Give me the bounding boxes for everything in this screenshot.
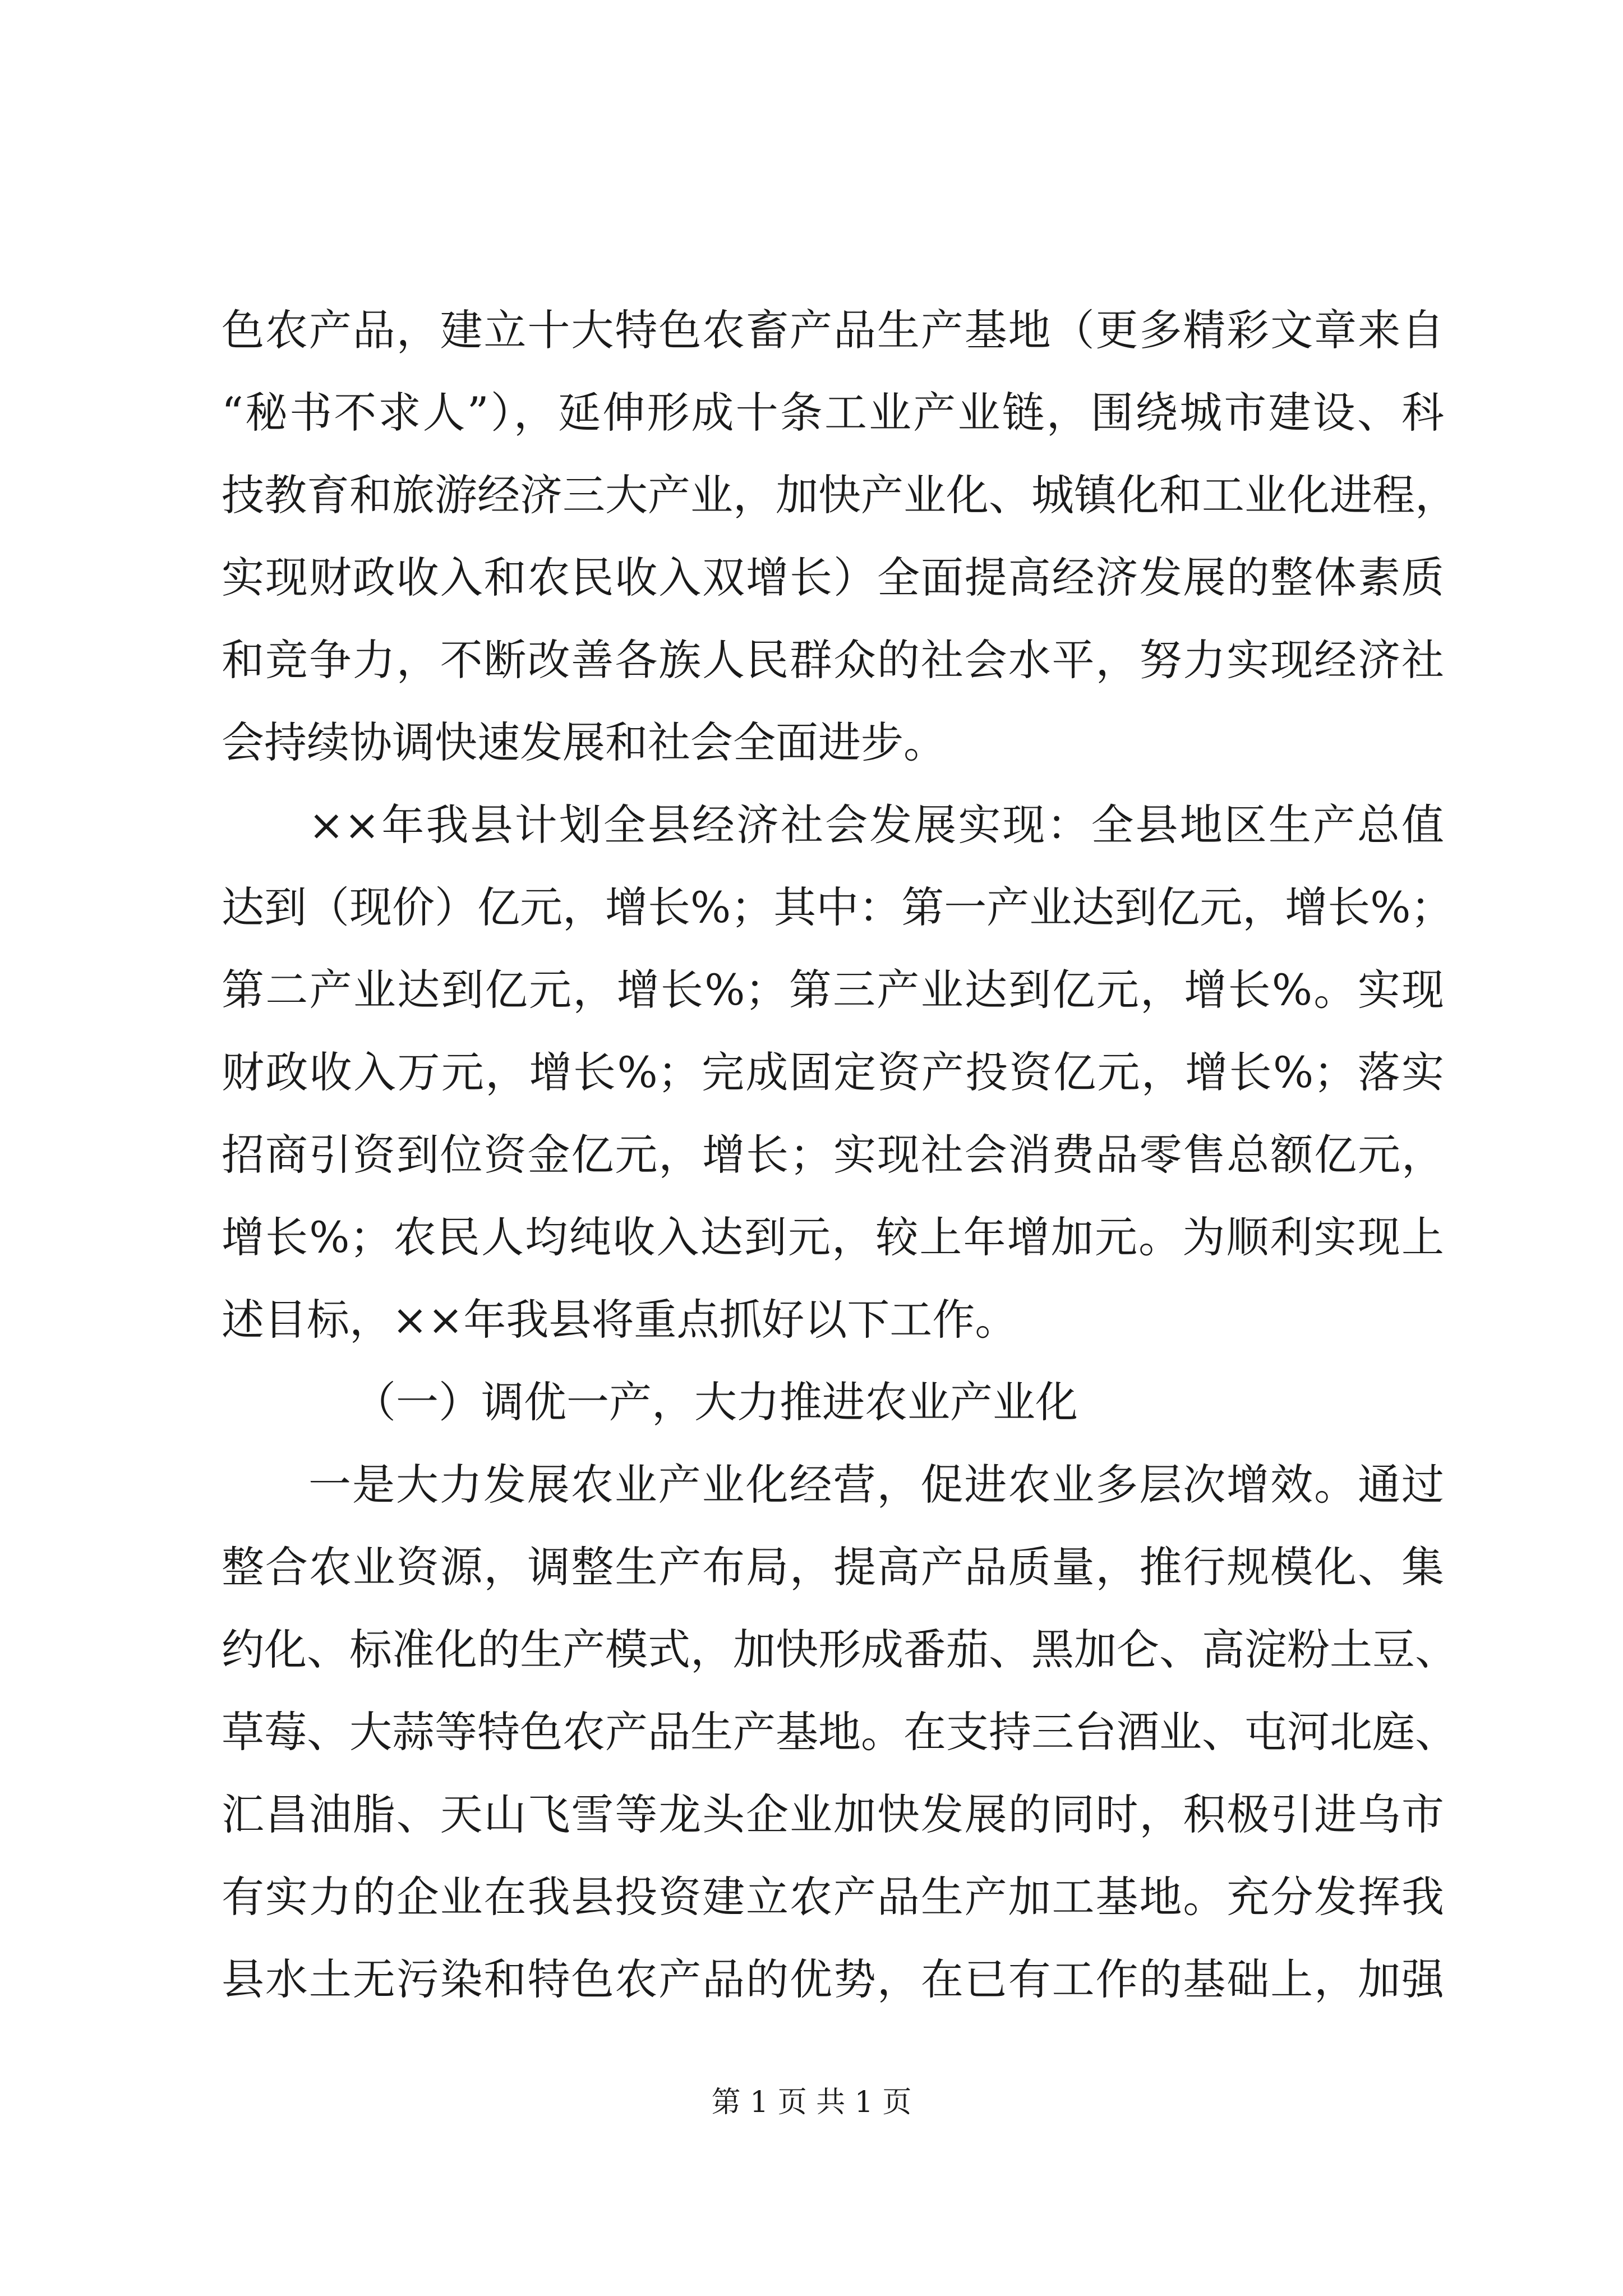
text-line: 增长%；农民人均纯收入达到元，较上年增加元。为顺利实现上 [222,1212,1444,1262]
text-line: 和竞争力，不断改善各族人民群众的社会水平，努力实现经济社 [222,635,1444,685]
text-line: 县水土无污染和特色农产品的优势，在已有工作的基础上，加强 [222,1954,1444,2004]
text-line: “秘书不求人”），延伸形成十条工业产业链，围绕城市建设、科 [222,388,1444,438]
text-line: 实现财政收入和农民收入双增长）全面提高经济发展的整体素质 [222,553,1444,602]
text-line: 会持续协调快速发展和社会全面进步。 [222,717,946,767]
text-line: 财政收入万元，增长%；完成固定资产投资亿元，增长%；落实 [222,1047,1444,1097]
text-line: 达到（现价）亿元，增长%；其中：第一产业达到亿元，增长%； [222,882,1454,932]
text-line: 约化、标准化的生产模式，加快形成番茄、黑加仑、高淀粉土豆、 [222,1625,1458,1674]
text-line: 招商引资到位资金亿元，增长；实现社会消费品零售总额亿元， [222,1130,1444,1180]
page-footer [0,2086,1623,2119]
text-line: 有实力的企业在我县投资建立农产品生产加工基地。充分发挥我 [222,1872,1444,1922]
section-heading: （一）调优一产，大力推进农业产业化 [353,1377,1078,1427]
text-line: 技教育和旅游经济三大产业，加快产业化、城镇化和工业化进程， [222,470,1458,520]
text-line: 草莓、大蒜等特色农产品生产基地。在支持三台酒业、屯河北庭、 [222,1707,1458,1757]
text-line: 整合农业资源，调整生产布局，提高产品质量，推行规模化、集 [222,1542,1444,1592]
page-number: 第 1 页 共 1 页 [711,2086,912,2119]
text-line: ××年我县计划全县经济社会发展实现：全县地区生产总值 [308,800,1444,850]
body-text [222,289,1458,2021]
text-line: 一是大力发展农业产业化经营，促进农业多层次增效。通过 [308,1460,1444,1510]
text-line: 述目标，××年我县将重点抓好以下工作。 [222,1295,1018,1345]
text-line: 第二产业达到亿元，增长%；第三产业达到亿元，增长%。实现 [222,965,1444,1015]
text-line: 色农产品，建立十大特色农畜产品生产基地（更多精彩文章来自 [222,305,1444,355]
text-line: 汇昌油脂、天山飞雪等龙头企业加快发展的同时，积极引进乌市 [222,1789,1444,1839]
